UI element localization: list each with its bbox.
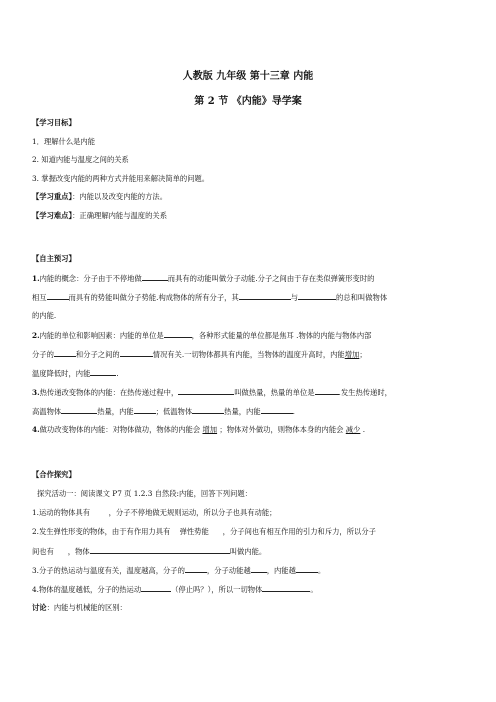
- coop-q2-line2: [32, 546, 266, 557]
- preview-q1-line3: 的内能.: [32, 311, 57, 320]
- coop-q1: 1.运动的物体具有 ，分子不停地做无规则运动，所以分子也具有动能；: [32, 508, 277, 517]
- document-title: 人教版 九年级 第十三章 内能: [182, 71, 314, 82]
- answer-text: 减少: [345, 425, 361, 434]
- q-text: 内能的概念：分子由于不停地做: [39, 274, 142, 283]
- fill-blank[interactable]: [178, 387, 234, 395]
- preview-q1-line2: [32, 292, 387, 303]
- activity-intro: 探究活动一：阅读课文 P7 页 1.2.3 自然段:内能，回答下列问题：: [37, 489, 252, 498]
- fill-blank[interactable]: [164, 330, 192, 338]
- q-text: .: [116, 369, 119, 378]
- q-text: 情况有关.一切物体都具有内能，当物体的温度升高时，内能: [152, 350, 345, 359]
- q-text: 高温物体: [32, 407, 62, 416]
- q-text: 而具有的势能叫做分子势能.构成物体的所有分子，其: [68, 293, 239, 302]
- fill-blank[interactable]: [185, 565, 207, 573]
- fill-blank[interactable]: [142, 273, 168, 281]
- answer-text: 增加: [344, 350, 360, 359]
- fill-blank[interactable]: [134, 406, 156, 414]
- objective-item: 1．理解什么是内能: [32, 137, 96, 146]
- fill-blank[interactable]: [61, 406, 97, 414]
- q-text: 与: [290, 293, 299, 302]
- q-text: 热量，内能: [224, 407, 261, 416]
- preview-q2-line1: [32, 330, 371, 341]
- q-text: 温度降低时，内能: [32, 369, 91, 378]
- q-text: 分子的: [32, 350, 54, 359]
- fill-blank[interactable]: [262, 584, 310, 592]
- q-text: 。: [310, 585, 318, 594]
- q-number: 2.: [32, 331, 40, 340]
- answer-text: 增加: [202, 425, 218, 434]
- fill-blank[interactable]: [54, 349, 76, 357]
- objective-item: 3. 掌握改变内能的两种方式并能用来解决简单的问题。: [32, 174, 210, 183]
- q-text: 热量，内能: [97, 407, 134, 416]
- fill-blank[interactable]: [120, 349, 153, 357]
- fill-blank[interactable]: [47, 292, 69, 300]
- difficult-point-text: ：正确理解内能与温度的关系: [72, 211, 167, 220]
- q-text: 而具有的动能叫做分子动能.分子之间由于存在类似弹簧形变时的: [167, 274, 375, 283]
- q-text: 4.物体的温度越低，分子的热运动: [32, 585, 142, 594]
- fill-blank[interactable]: [261, 406, 293, 414]
- q-text: ，内能越: [266, 566, 296, 575]
- q-text: ；物体对外做功，则物体本身的内能会: [219, 425, 344, 434]
- preview-q4-line1: [32, 425, 365, 435]
- discussion-label: 讨论: [32, 603, 47, 612]
- q-text: 做功改变物体的内能：对物体做功，物体的内能会: [39, 425, 201, 434]
- discussion-text: ：内能与机械能的区别：: [46, 603, 127, 612]
- fill-blank[interactable]: [251, 565, 267, 573]
- preview-q3-line2: [32, 406, 295, 417]
- preview-q1-line1: [32, 273, 374, 284]
- q-text: （停止吗？），所以一切物体: [171, 585, 263, 594]
- key-point-line: [32, 192, 167, 202]
- preview-q3-line1: [32, 387, 392, 398]
- q-text: 。: [317, 566, 326, 575]
- q-text: 相互: [32, 293, 47, 302]
- objective-item: 2. 知道内能与温度之间的关系: [32, 155, 129, 164]
- key-point-label: 【学习重点】: [32, 192, 73, 201]
- preview-q2-line3: [32, 368, 119, 379]
- fill-blank[interactable]: [141, 584, 171, 592]
- coop-q2-line1: 2.发生弹性形变的物体，由于有作用力具有 弹性势能 ，分子间也有相互作用的引力和斥力，所以分子: [32, 527, 376, 536]
- cooperation-header: 【合作探究】: [32, 470, 76, 479]
- q-text: 叫做热量，热量的单位是: [234, 388, 315, 397]
- q-text: 间也有 ，物体: [32, 547, 90, 556]
- discussion-line: [32, 603, 127, 613]
- fill-blank[interactable]: [296, 565, 318, 573]
- q-text: .发生热传递时，: [338, 388, 392, 397]
- difficult-point-line: [32, 211, 167, 221]
- q-text: 叫做内能。: [229, 547, 267, 556]
- key-point-text: ：内能以及改变内能的方法。: [72, 192, 167, 201]
- fill-blank[interactable]: [239, 292, 291, 300]
- q-text: ；: [359, 350, 367, 359]
- section-title: 第 2 节 《内能》导学案: [194, 96, 302, 107]
- q-number: 4.: [32, 425, 40, 434]
- coop-q3: [32, 565, 325, 576]
- q-text: .: [362, 425, 366, 434]
- fill-blank[interactable]: [298, 292, 336, 300]
- preview-q2-line2: [32, 349, 367, 360]
- coop-q4: [32, 584, 318, 595]
- q-text: ，分子动能越: [206, 566, 251, 575]
- q-text: ；低温物体: [155, 407, 193, 416]
- difficult-point-label: 【学习难点】: [32, 211, 73, 220]
- fill-blank[interactable]: [192, 406, 224, 414]
- q-text: 热传递改变物体的内能：在热传递过程中，: [39, 388, 179, 397]
- fill-blank[interactable]: [90, 546, 230, 554]
- q-number: 1.: [32, 274, 40, 283]
- objectives-header: 【学习目标】: [32, 118, 76, 127]
- preview-header: 【自主预习】: [32, 254, 76, 263]
- q-text: 3.分子的热运动与温度有关，温度越高，分子的: [32, 566, 185, 575]
- fill-blank[interactable]: [315, 387, 339, 395]
- q-text: 的总和叫做物体: [336, 293, 388, 302]
- q-text: 和分子之间的: [75, 350, 120, 359]
- q-number: 3.: [32, 388, 40, 397]
- q-text: ，各种形式能量的单位都是焦耳 .物体的内能与物体内部: [191, 331, 372, 340]
- fill-blank[interactable]: [90, 368, 119, 378]
- q-text: 内能的单位和影响因素：内能的单位是: [39, 331, 164, 340]
- q-text: .: [292, 407, 295, 416]
